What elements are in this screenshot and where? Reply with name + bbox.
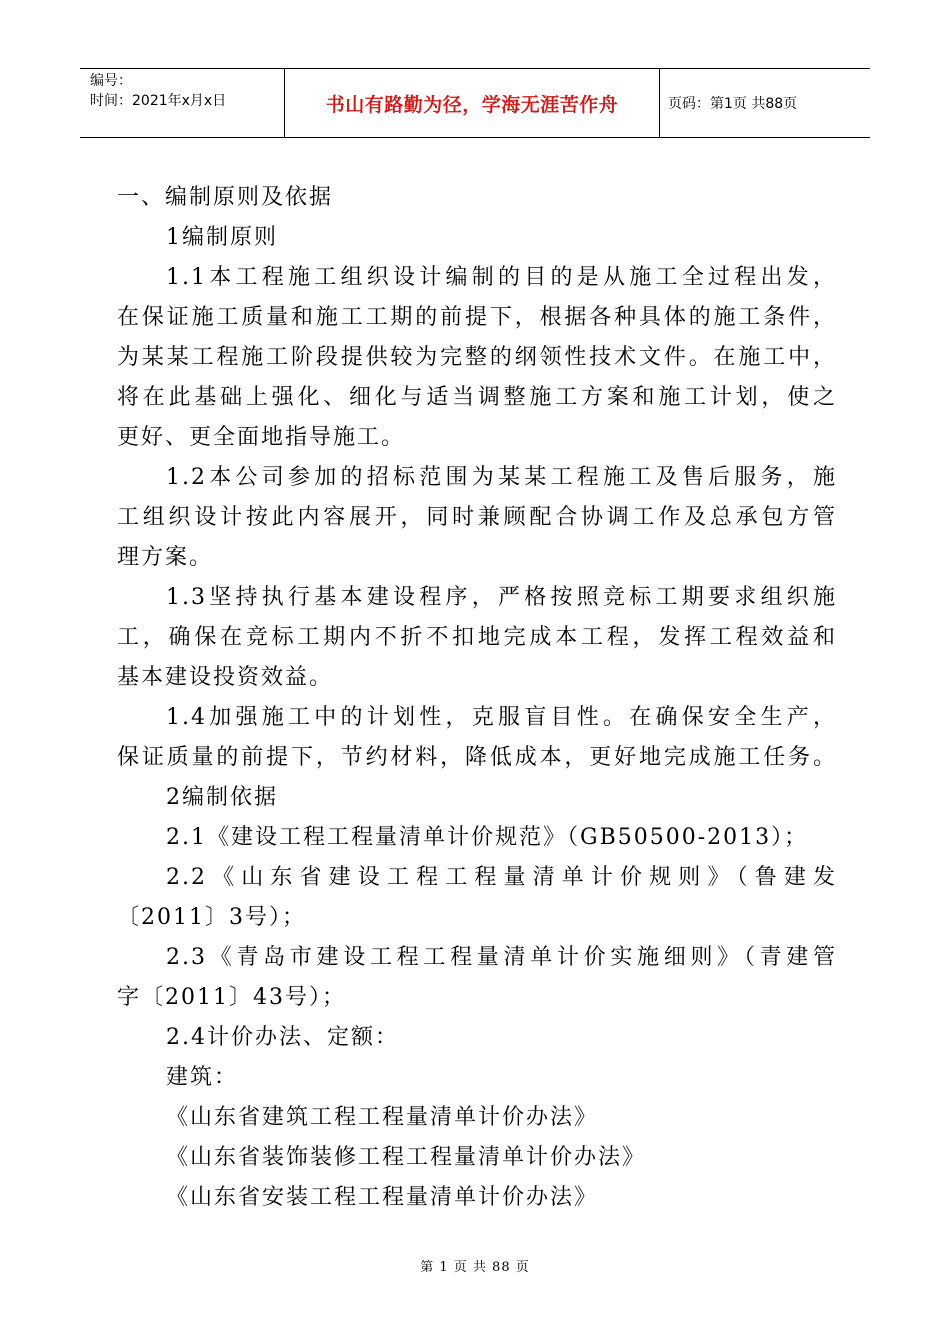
body-text-line: 保证质量的前提下，节约材料，降低成本，更好地完成施工任务。 — [117, 745, 837, 770]
page-footer — [0, 1256, 950, 1275]
header-motto-cell — [284, 69, 660, 137]
body-text-line: 工，确保在竞标工期内不折不扣地完成本工程，发挥工程效益和 — [117, 625, 837, 650]
body-text-line: 《山东省装饰装修工程工程量清单计价办法》 — [166, 1145, 647, 1170]
body-text-line: 2.1《建设工程工程量清单计价规范》（GB50500-2013）； — [166, 825, 809, 850]
body-text-line: 〔2011〕3号）； — [117, 905, 306, 930]
body-text-line: 建筑： — [166, 1065, 239, 1090]
body-text-line: 理方案。 — [117, 545, 214, 570]
body-text-line: 2.4计价办法、定额： — [166, 1025, 399, 1050]
body-text-line: 1.2本公司参加的招标范围为某某工程施工及售后服务，施 — [166, 465, 837, 490]
body-text-line: 在保证施工质量和施工工期的前提下，根据各种具体的施工条件， — [117, 305, 837, 330]
document-date: 时间：2021年x月x日 — [90, 93, 227, 109]
page-header — [80, 68, 870, 138]
body-text-line: 《山东省安装工程工程量清单计价办法》 — [166, 1185, 599, 1210]
body-text-line: 1.3坚持执行基本建设程序，严格按照竞标工期要求组织施 — [166, 585, 837, 610]
body-text-line: 基本建设投资效益。 — [117, 665, 334, 690]
document-body — [117, 178, 837, 1218]
body-text-line: 工组织设计按此内容展开，同时兼顾配合协调工作及总承包方管 — [117, 505, 837, 530]
body-text-line: 2编制依据 — [166, 785, 278, 810]
body-text-line: 1编制原则 — [166, 225, 278, 250]
header-page-info: 页码：第1页 共88页 — [668, 96, 798, 112]
body-text-line: 为某某工程施工阶段提供较为完整的纲领性技术文件。在施工中， — [117, 345, 837, 370]
footer-page-number: 第 1 页 共 88 页 — [420, 1260, 530, 1275]
body-text-line: 《山东省建筑工程工程量清单计价办法》 — [166, 1105, 599, 1130]
body-text-line: 字〔2011〕43号）； — [117, 985, 346, 1010]
header-left-cell — [80, 69, 284, 137]
header-motto: 书山有路勤为径，学海无涯苦作舟 — [325, 93, 619, 116]
body-text-line: 1.4加强施工中的计划性，克服盲目性。在确保安全生产， — [166, 705, 837, 730]
body-text-line: 2.2《山东省建设工程工程量清单计价规则》（鲁建发 — [166, 865, 837, 890]
body-text-line: 2.3《青岛市建设工程工程量清单计价实施细则》（青建管 — [166, 945, 837, 970]
body-text-line: 一、编制原则及依据 — [117, 185, 334, 210]
body-text-line: 1.1本工程施工组织设计编制的目的是从施工全过程出发， — [166, 265, 837, 290]
document-number-label: 编号： — [90, 73, 132, 89]
header-page-info-cell — [660, 69, 870, 137]
body-text-line: 将在此基础上强化、细化与适当调整施工方案和施工计划，使之 — [117, 385, 837, 410]
body-text-line: 更好、更全面地指导施工。 — [117, 425, 406, 450]
